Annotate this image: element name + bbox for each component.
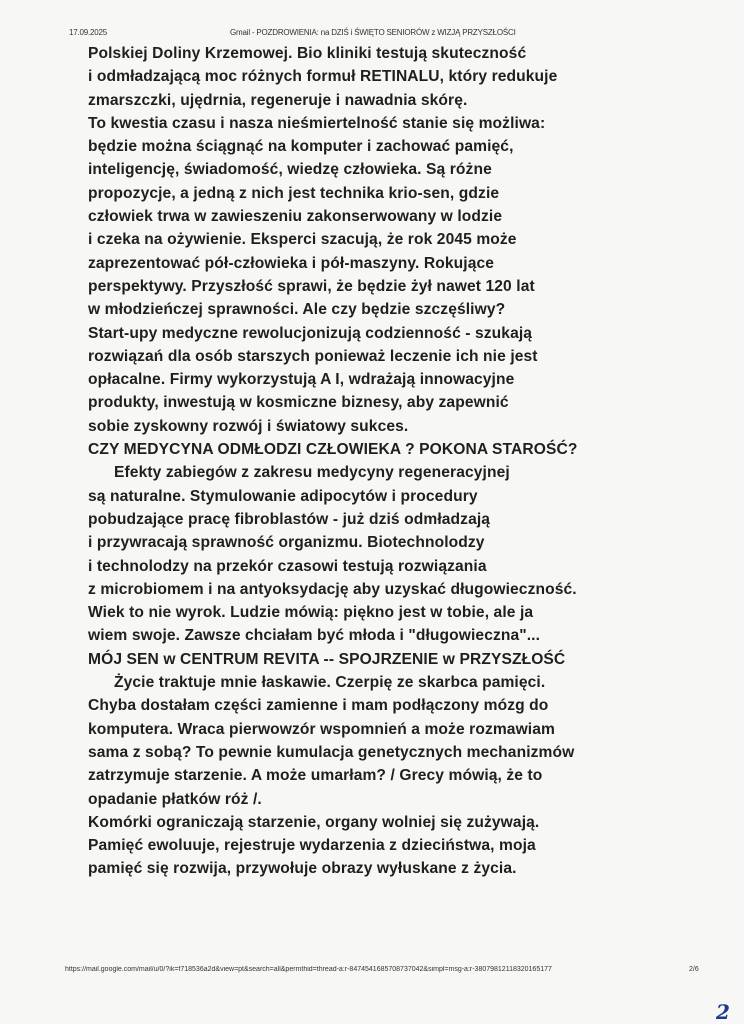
text-line: To kwestia czasu i nasza nieśmiertelność stanie się możliwa: [88, 114, 546, 132]
document-body [88, 42, 728, 881]
text-line: będzie można ściągnąć na komputer i zachować pamięć, [88, 138, 514, 156]
text-line: sobie zyskowny rozwój i światowy sukces. [88, 417, 409, 435]
text-line: sama z sobą? To pewnie kumulacja genetycznych mechanizmów [88, 743, 575, 761]
text-line: Efekty zabiegów z zakresu medycyny regeneracyjnej [114, 464, 510, 482]
text-line: są naturalne. Stymulowanie adipocytów i procedury [88, 487, 478, 505]
text-line: zmarszczki, ujędrnia, regeneruje i nawadnia skórę. [88, 91, 468, 109]
text-line: opłacalne. Firmy wykorzystują A I, wdrażają innowacyjne [88, 371, 515, 389]
text-line: zaprezentować pół-człowieka i pół-maszyny. Rokujące [88, 254, 495, 272]
text-line: wiem swoje. Zawsze chciałam być młoda i "długowieczna"... [88, 627, 541, 645]
text-line: człowiek trwa w zawieszeniu zakonserwowany w lodzie [88, 208, 503, 226]
text-line: CZY MEDYCYNA ODMŁODZI CZŁOWIEKA ? POKONA STAROŚĆ? [88, 441, 578, 459]
text-line: Pamięć ewoluuje, rejestruje wydarzenia z dzieciństwa, moja [88, 837, 536, 855]
text-line: i przywracają sprawność organizmu. Biotechnolodzy [88, 534, 485, 552]
text-line: Wiek to nie wyrok. Ludzie mówią: piękno jest w tobie, ale ja [88, 604, 534, 622]
text-line: i odmładzającą moc różnych formuł RETINALU, który redukuje [88, 68, 558, 86]
text-line: rozwiązań dla osób starszych ponieważ leczenie ich nie jest [88, 347, 538, 365]
text-line: i technolodzy na przekór czasowi testują rozwiązania [88, 557, 487, 575]
text-line: Polskiej Doliny Krzemowej. Bio kliniki testują skuteczność [88, 45, 527, 62]
text-line: z microbiomem i na antyoksydację aby uzyskać długowieczność. [88, 580, 577, 598]
text-line: Start-upy medyczne rewolucjonizują codzienność - szukają [88, 324, 533, 342]
text-line: w młodzieńczej sprawności. Ale czy będzie szczęśliwy? [88, 301, 506, 319]
text-line: produkty, inwestują w kosmiczne biznesy, aby zapewnić [88, 394, 509, 412]
print-date: 17.09.2025 [69, 28, 108, 37]
text-line: perspektywy. Przyszłość sprawi, że będzie żył nawet 120 lat [88, 277, 535, 295]
print-header-title: Gmail - POZDROWIENIA: na DZIŚ i ŚWIĘTO SENIORÓW z WIZJĄ PRZYSZŁOŚCI [230, 28, 516, 37]
print-page-number: 2/6 [689, 966, 699, 973]
text-line: inteligencję, świadomość, wiedzę człowieka. Są różne [88, 161, 492, 179]
text-line: zatrzymuje starzenie. A może umarłam? / Grecy mówią, że to [88, 767, 543, 785]
text-line: Życie traktuje mnie łaskawie. Czerpię ze skarbca pamięci. [114, 674, 546, 692]
text-line: propozycje, a jedną z nich jest technika krio-sen, gdzie [88, 184, 500, 202]
text-line: opadanie płatków róż /. [88, 790, 262, 808]
text-line: komputera. Wraca pierwowzór wspomnień a może rozmawiam [88, 720, 555, 738]
text-line: pobudzające pracę fibroblastów - już dziś odmładzają [88, 510, 491, 528]
handwritten-page-number: 2 [716, 1000, 730, 1024]
text-line: Chyba dostałam części zamienne i mam podłączony mózg do [88, 697, 549, 715]
print-footer-url: https://mail.google.com/mail/u/0/?ik=f718536a2d&view=pt&search=all&permthid=thread-a:r-8474541685708737042&simpl=msg-a:r-38079812118320165177 [65, 966, 552, 973]
text-line: Komórki ograniczają starzenie, organy wolniej się zużywają. [88, 813, 540, 831]
text-line: MÓJ SEN w CENTRUM REVITA -- SPOJRZENIE w PRZYSZŁOŚĆ [88, 650, 566, 668]
text-line: i czeka na ożywienie. Eksperci szacują, że rok 2045 może [88, 231, 517, 249]
text-line: pamięć się rozwija, przywołuje obrazy wyłuskane z życia. [88, 860, 517, 878]
